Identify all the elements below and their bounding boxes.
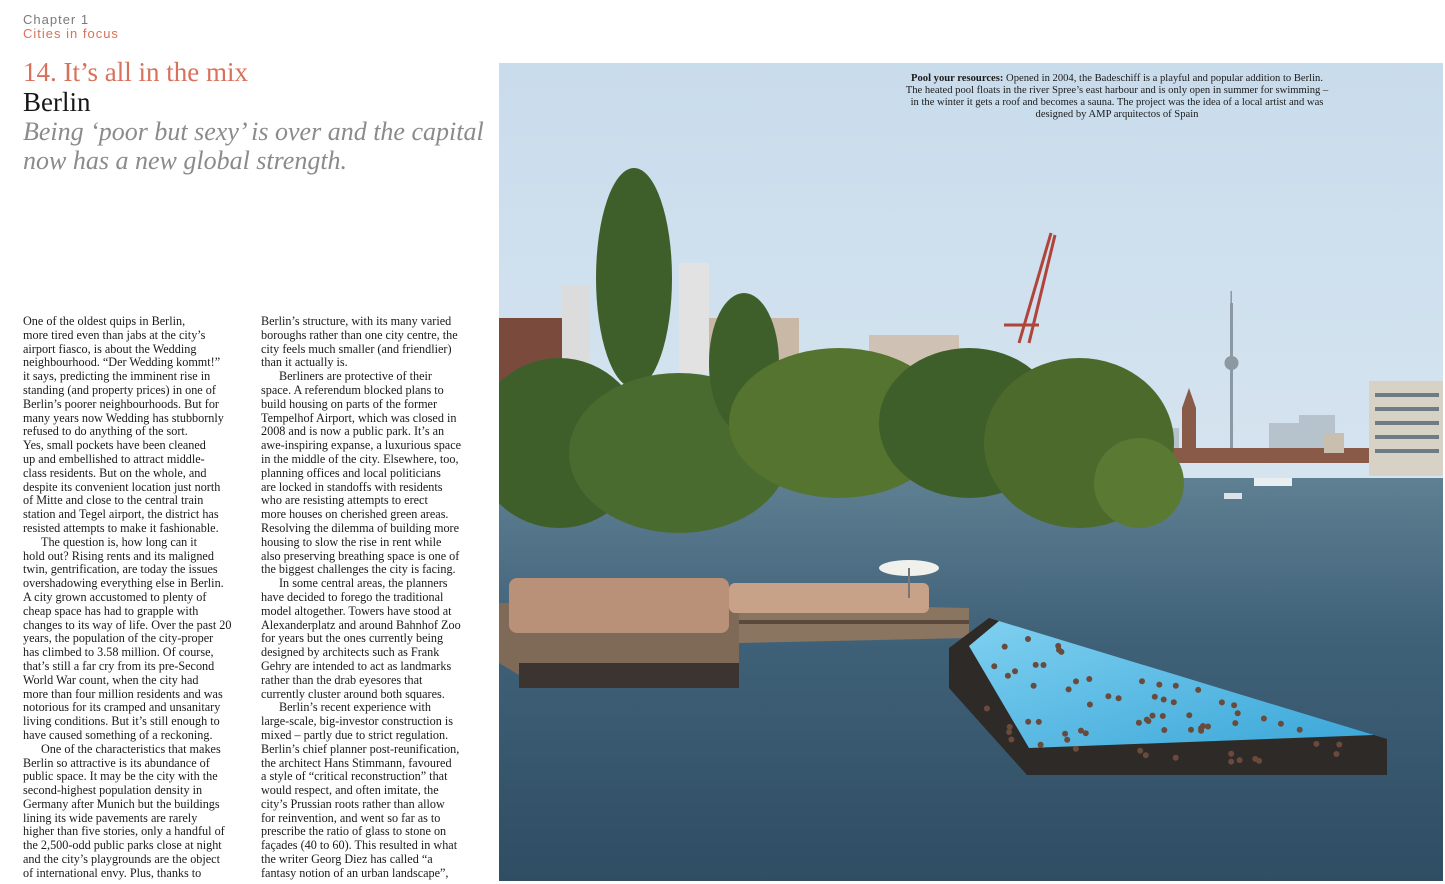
body-line: the architect Hans Stimmann, favoured [261,755,452,770]
swimmer [1313,741,1319,747]
swimmer [1086,676,1092,682]
body-line: more than four million residents and was [23,686,223,701]
swimmer [1005,673,1011,679]
body-line: build housing on parts of the former [261,396,438,411]
swimmer [1073,678,1079,684]
body-line: Berliners are protective of their [279,369,432,384]
swimmer [1160,713,1166,719]
body-line: prescribe the ratio of glass to stone on [261,824,447,839]
body-line: many years now Wedding has stubbornly [23,410,224,425]
article-standfirst: Being ‘poor but sexy’ is over and the capital now has a new global strength. [23,117,484,175]
body-line: class residents. But on the whole, and [23,465,207,480]
body-line: up and embellished to attract middle- [23,451,205,466]
body-line: notorious for its cramped and unsanitary [23,700,221,715]
body-line: currently cluster around both squares. [261,686,445,701]
body-line: Berlin so attractive is its abundance of [23,755,210,770]
body-line: housing to slow the rise in rent while [261,534,442,549]
swimmer [1143,752,1149,758]
body-line: living conditions. But it’s still enough to [23,714,220,729]
body-line: Alexanderplatz and around Bahnhof Zoo [261,617,461,632]
swimmer [1062,731,1068,737]
body-line: Tempelhof Airport, which was closed in [261,410,457,425]
swimmer [1087,702,1093,708]
body-line: Gehry are intended to act as landmarks [261,658,452,673]
swimmer [1006,729,1012,735]
body-line: who are resisting attempts to erect [261,493,428,508]
body-line: World War count, when the city had [23,672,199,687]
body-line: designed by architects such as Frank [261,645,440,660]
swimmer [1031,683,1037,689]
body-line: In some central areas, the planners [279,576,448,591]
body-line: neighbourhood. “Der Wedding kommt!” [23,355,221,370]
body-line: Resolving the dilemma of building more [261,520,460,535]
body-line: have decided to forego the traditional [261,589,444,604]
swimmer [1156,682,1162,688]
swimmer [1041,662,1047,668]
body-line: in the middle of the city. Elsewhere, too, [261,451,459,466]
swimmer [1232,720,1238,726]
swimmer [1336,742,1342,748]
swimmer [1144,717,1150,723]
swimmer [1237,757,1243,763]
swimmer [1261,716,1267,722]
body-line: space. A referendum blocked plans to [261,382,444,397]
body-line: twin, gentrification, are today the issues [23,562,218,577]
swimmer [1078,728,1084,734]
body-line: that’s still a far cry from its pre-Second [23,658,215,673]
body-line: hold out? Rising rents and its maligned [23,548,214,563]
swimmer [1173,755,1179,761]
body-line: One of the characteristics that makes [41,741,221,756]
swimmer [1161,727,1167,733]
body-line: façades (40 to 60). This resulted in what [261,838,458,853]
body-line: more tired even than jabs at the city’s [23,327,206,342]
swimmer [1186,712,1192,718]
body-line: The question is, how long can it [41,534,198,549]
body-line: would respect, and often imitate, the [261,783,439,798]
photo-caption [887,73,1347,121]
swimmer [1136,720,1142,726]
swimmer [1036,719,1042,725]
body-line: for years but the ones currently being [261,631,444,646]
body-line: for reinvention, and went so far as to [261,810,441,825]
body-line: model altogether. Towers have stood at [261,603,452,618]
swimmer [1066,686,1072,692]
body-line: One of the oldest quips in Berlin, [23,314,186,328]
caption-line: Opened in 2004, the Badeschiff is a playful and popular addition to Berlin. [1003,73,1323,84]
body-line: large-scale, big-investor construction is [261,714,454,729]
swimmer [1152,694,1158,700]
caption-label: Pool your resources: [911,73,1004,84]
body-line: mixed – partly due to strict regulation. [261,727,449,742]
swimmer [1055,643,1061,649]
badeschiff-photo [499,63,1443,881]
body-line: second-highest population density in [23,783,203,798]
swimmer [1116,695,1122,701]
body-column-1 [23,315,248,881]
body-line: city’s Prussian roots rather than allow [261,796,445,811]
body-line: fantasy notion of an urban landscape”, [261,865,449,880]
body-line: changes to its way of life. Over the past 20 [23,617,232,632]
swimmer [1252,756,1258,762]
swimmer [1139,678,1145,684]
body-line: resisted attempts to make it fashionable. [23,520,219,535]
body-line: the 2,500-odd public parks close at night [23,838,222,853]
swimmer [1008,737,1014,743]
body-line: more houses on cherished green areas. [261,507,449,522]
swimmer [1235,710,1241,716]
swimmer [1137,748,1143,754]
swimmer [1161,697,1167,703]
swimmer [1188,727,1194,733]
swimmer [1073,746,1079,752]
body-line: of international envy. Plus, thanks to [23,865,202,880]
body-line: Berlin’s poorer neighbourhoods. But for [23,396,219,411]
body-line: a style of “critical reconstruction” that [261,769,448,784]
swimmer [1150,713,1156,719]
body-line: overshadowing everything else in Berlin. [23,576,224,591]
article-city: Berlin [23,87,91,117]
caption-line: designed by AMP arquitectos of Spain [1035,109,1199,120]
swimmer [1333,751,1339,757]
swimmer [1219,699,1225,705]
swimmer [1007,724,1013,730]
body-line: have caused something of a reckoning. [23,727,213,742]
body-line: Germany after Munich but the buildings [23,796,220,811]
swimmer [1033,662,1039,668]
swimmer [1205,724,1211,730]
body-line: despite its convenient location just north [23,479,221,494]
chapter-title: Cities in focus [23,26,119,41]
body-line: awe-inspiring expanse, a luxurious space [261,438,462,453]
body-line: station and Tegel airport, the district has [23,507,219,522]
body-line: city feels much smaller (and friendlier) [261,341,452,356]
body-line: and the city’s playgrounds are the object [23,852,220,867]
article-headline: 14. It’s all in the mix [23,57,248,87]
swimmer [1228,751,1234,757]
body-line: Berlin’s structure, with its many varied [261,314,452,328]
swimmer [1025,719,1031,725]
caption-line: in the winter it gets a roof and becomes a sauna. The project was the idea of a local artist and was [910,97,1324,108]
swimmer [1195,687,1201,693]
body-column-2 [261,315,487,881]
swimmer [1038,742,1044,748]
office-building [1369,381,1443,476]
body-line: rather than the drab eyesores that [261,672,423,687]
body-line: boroughs rather than one city centre, the [261,327,458,342]
body-line: Berlin’s recent experience with [279,700,431,715]
caption-line: The heated pool floats in the river Spree’s east harbour and is only open in summer for swimming – [905,85,1329,96]
body-line: years, the population of the city-proper [23,631,214,646]
swimmer [1198,728,1204,734]
boat [1254,478,1292,486]
body-line: higher than five stories, only a handful of [23,824,225,839]
body-line: of Mitte and close to the central train [23,493,204,508]
swimmer [1012,668,1018,674]
body-line: Yes, small pockets have been cleaned [23,438,206,453]
body-line: also preserving breathing space is one of [261,548,460,563]
swimmer [1173,683,1179,689]
body-line: the biggest challenges the city is facing. [261,562,456,577]
swimmer [1025,636,1031,642]
swimmer [1171,699,1177,705]
swimmer [1297,727,1303,733]
chapter-number: Chapter 1 [23,12,90,27]
swimmer [991,663,997,669]
body-line: cheap space has had to grapple with [23,603,199,618]
boat [1224,493,1242,499]
body-line: than it actually is. [261,355,348,370]
body-line: planning offices and local politicians [261,465,441,480]
swimmer [1105,693,1111,699]
photo-illustration [499,63,1443,881]
body-line: are locked in standoffs with residents [261,479,443,494]
body-line: A city grown accustomed to plenty of [23,589,207,604]
swimmer [1231,702,1237,708]
body-line: lining its wide pavements are rarely [23,810,198,825]
body-line: has climbed to 3.58 million. Of course, [23,645,214,660]
body-line: 2008 and is now a public park. It’s an [261,424,445,439]
swimmer [1002,644,1008,650]
body-line: the writer Georg Diez has called “a [261,852,433,867]
swimmer [1278,721,1284,727]
swimmer [1064,737,1070,743]
body-line: refused to do anything of the sort. [23,424,188,439]
body-line: Berlin’s chief planner post-reunification, [261,741,460,756]
swimmer [984,706,990,712]
swimmer [1228,759,1234,765]
body-line: standing (and property prices) in one of [23,382,216,397]
body-line: airport fiasco, is about the Wedding [23,341,197,356]
body-line: it says, predicting the imminent rise in [23,369,211,384]
body-line: public space. It may be the city with the [23,769,218,784]
